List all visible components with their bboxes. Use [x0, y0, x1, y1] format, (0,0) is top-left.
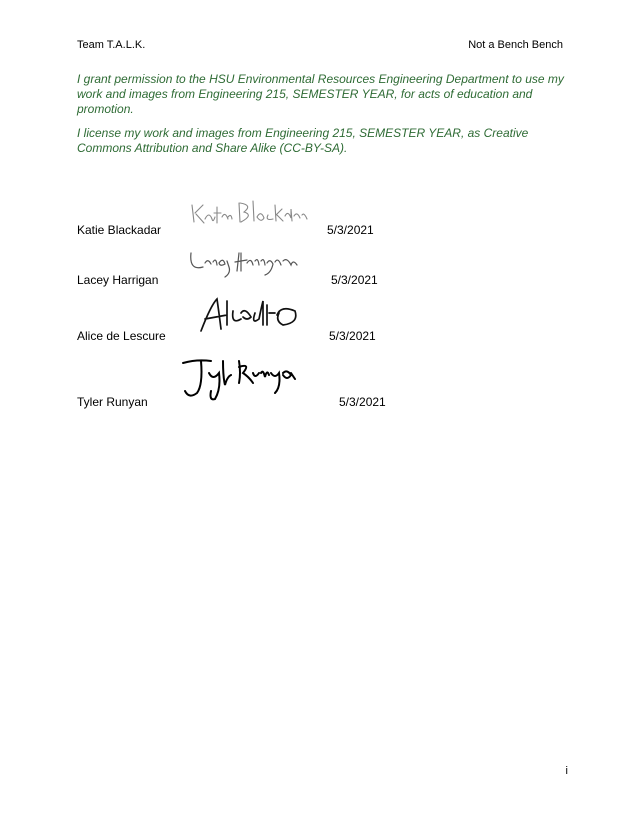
page-header-left: Team T.A.L.K. — [77, 39, 146, 51]
page-header-right: Not a Bench Bench — [468, 39, 563, 51]
signer-name: Alice de Lescure — [77, 329, 166, 343]
page-number: i — [565, 765, 568, 777]
signature-row-alice — [77, 323, 407, 343]
permission-statement: I grant permission to the HSU Environmental Resources Engineering Department to use my work and images from Engineering 215, SEMESTER YEAR, for acts of education and promotion. — [77, 72, 564, 116]
license-statement: I license my work and images from Engineering 215, SEMESTER YEAR, as Creative Commons Attribution and Share Alike (CC-BY-SA). — [77, 126, 529, 155]
signature-alice — [197, 295, 307, 337]
signature-date: 5/3/2021 — [327, 223, 374, 237]
signature-tyler — [179, 355, 304, 403]
signature-date: 5/3/2021 — [331, 273, 378, 287]
signature-row-lacey — [77, 267, 407, 287]
signature-katie — [187, 197, 312, 232]
signature-row-katie — [77, 217, 407, 237]
signature-row-tyler — [77, 389, 407, 409]
signer-name: Katie Blackadar — [77, 223, 162, 237]
signer-name: Tyler Runyan — [77, 395, 148, 409]
signature-lacey — [185, 245, 310, 280]
signature-date: 5/3/2021 — [339, 395, 386, 409]
signature-date: 5/3/2021 — [329, 329, 376, 343]
signer-name: Lacey Harrigan — [77, 273, 159, 287]
